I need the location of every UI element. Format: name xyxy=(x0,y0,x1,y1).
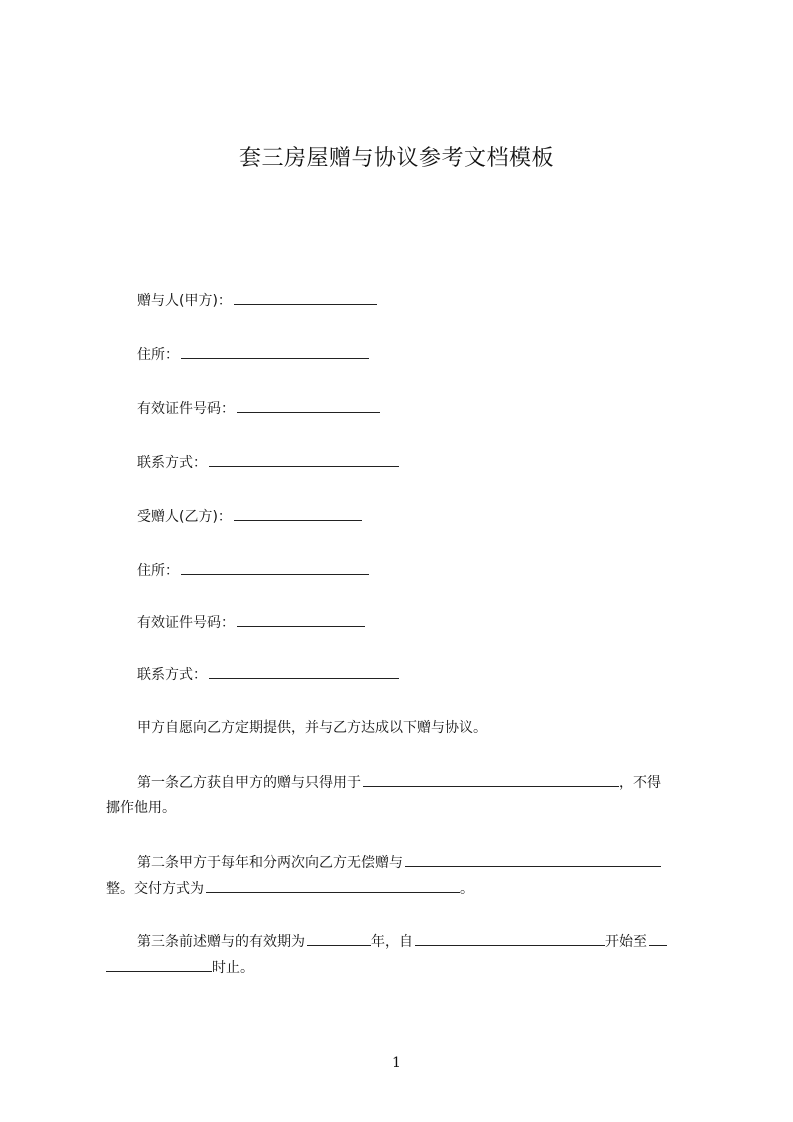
article1-line1 xyxy=(137,772,661,793)
article3-line2 xyxy=(106,957,254,978)
donee-address-label: 住所： xyxy=(137,563,179,579)
donor-name-blank xyxy=(234,290,377,305)
donee-name-field xyxy=(137,506,362,527)
donor-name-label: 赠与人(甲方)： xyxy=(137,293,232,309)
intro-paragraph: 甲方自愿向乙方定期提供，并与乙方达成以下赠与协议。 xyxy=(137,720,487,736)
article3-text-c: 开始至 xyxy=(605,934,647,950)
article1-text-b: ，不得 xyxy=(619,775,661,791)
page-number: 1 xyxy=(392,1055,401,1071)
article1-line2: 挪作他用。 xyxy=(106,800,176,816)
donee-address-field xyxy=(137,560,369,581)
article3-start-blank xyxy=(415,931,605,946)
article2-text-a: 第二条甲方于每年和分两次向乙方无偿赠与 xyxy=(137,855,403,871)
donor-name-field xyxy=(137,290,377,311)
donor-address-field xyxy=(137,344,369,365)
donor-contact-blank xyxy=(209,452,399,467)
donee-name-blank xyxy=(234,506,362,521)
donor-address-blank xyxy=(181,344,369,359)
donor-address-label: 住所： xyxy=(137,347,179,363)
article3-text-a: 第三条前述赠与的有效期为 xyxy=(137,934,305,950)
article3-end-blank-a xyxy=(649,931,667,946)
donee-contact-blank xyxy=(209,664,399,679)
article2-method-blank xyxy=(206,878,460,893)
donee-contact-label: 联系方式： xyxy=(137,667,207,683)
donee-contact-field xyxy=(137,664,399,685)
donee-id-field xyxy=(137,612,365,633)
article2-line1 xyxy=(137,852,661,873)
article1-purpose-blank xyxy=(363,772,619,787)
donee-id-blank xyxy=(237,612,365,627)
donor-contact-label: 联系方式： xyxy=(137,455,207,471)
article2-amount-blank xyxy=(405,852,661,867)
article2-text-b: 整。交付方式为 xyxy=(106,881,204,897)
donor-id-blank xyxy=(237,398,380,413)
donor-id-label: 有效证件号码： xyxy=(137,401,235,417)
donor-contact-field xyxy=(137,452,399,473)
document-title: 套三房屋赠与协议参考文档模板 xyxy=(238,146,554,171)
donor-id-field xyxy=(137,398,380,419)
article3-line1 xyxy=(137,931,667,952)
article3-text-b: 年，自 xyxy=(371,934,413,950)
article3-end-blank-b xyxy=(106,957,212,972)
article2-text-c: 。 xyxy=(460,881,474,897)
article3-text-d: 时止。 xyxy=(212,960,254,976)
article3-years-blank xyxy=(307,931,371,946)
donee-address-blank xyxy=(181,560,369,575)
article1-text-a: 第一条乙方获自甲方的赠与只得用于 xyxy=(137,775,361,791)
donee-name-label: 受赠人(乙方)： xyxy=(137,509,232,525)
donee-id-label: 有效证件号码： xyxy=(137,615,235,631)
article2-line2 xyxy=(106,878,474,899)
